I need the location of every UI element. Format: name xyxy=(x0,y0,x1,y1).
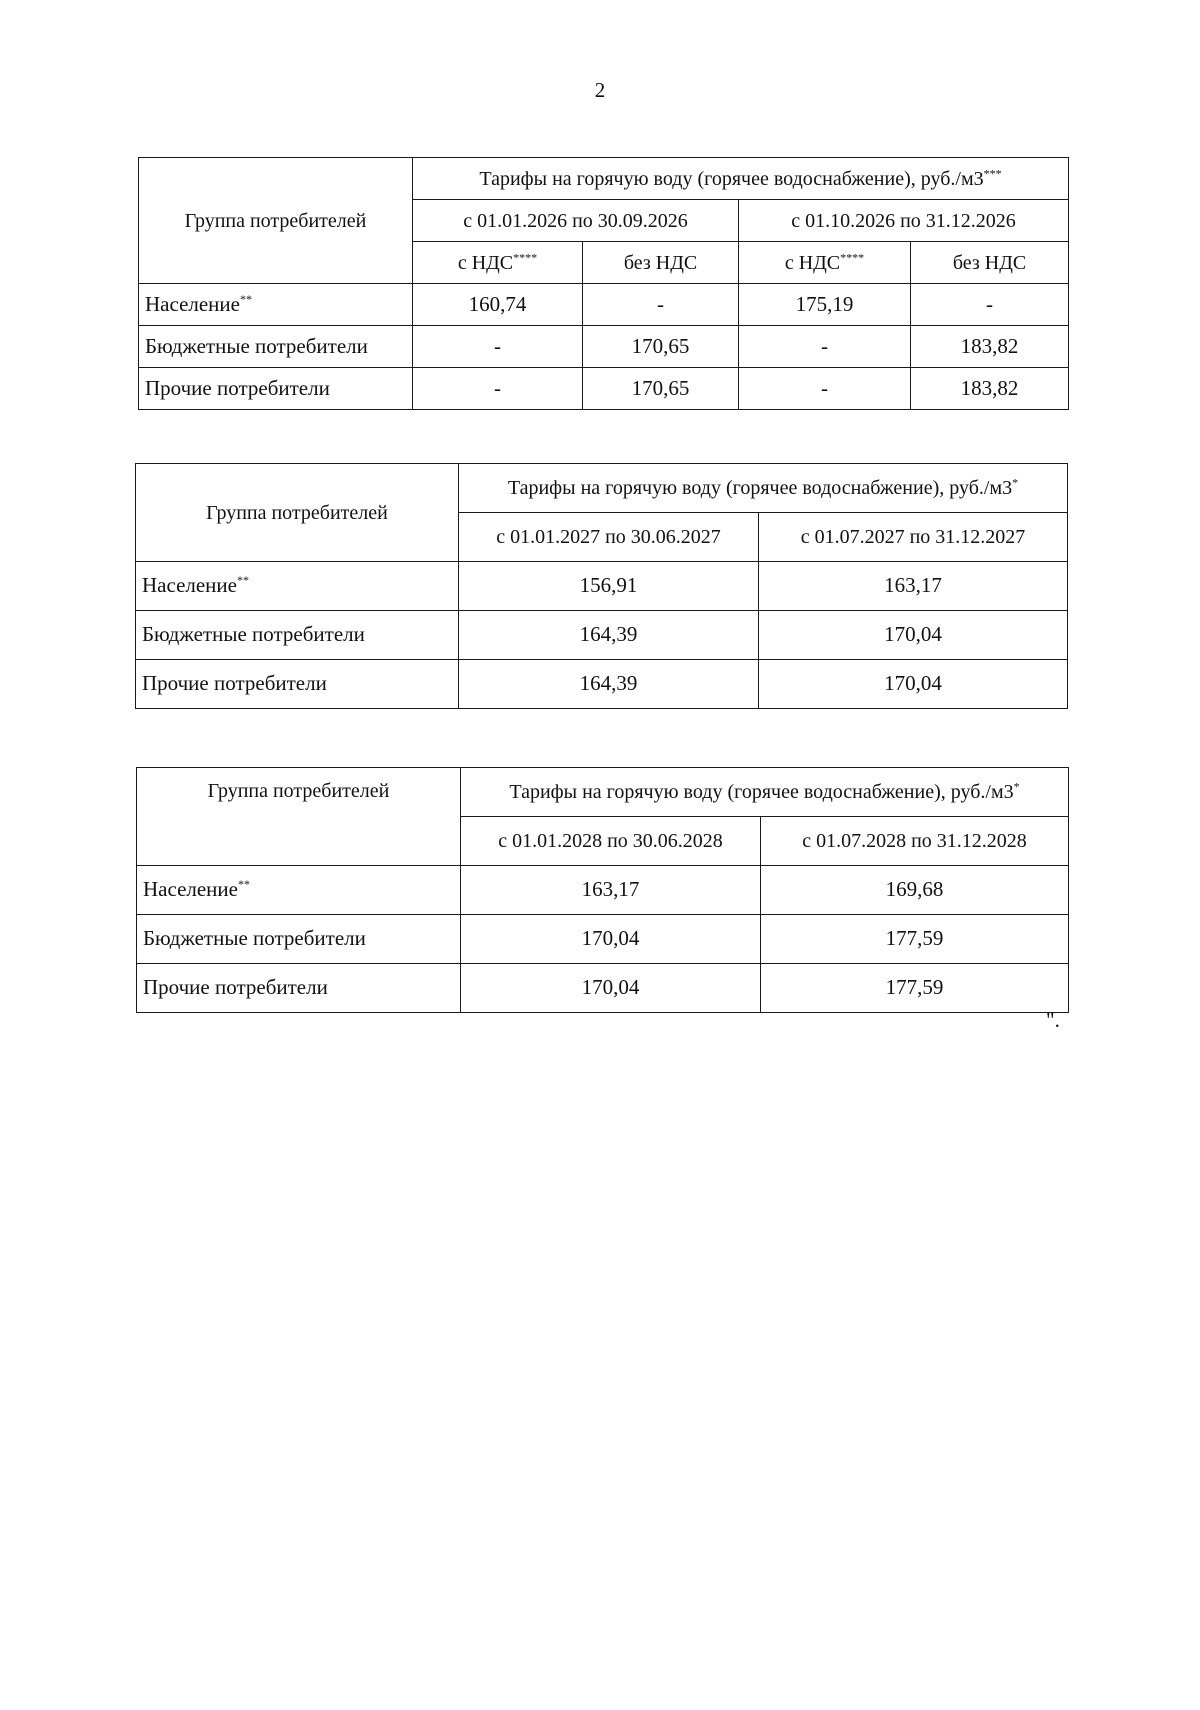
page-number: 2 xyxy=(594,78,606,102)
row-label: Прочие потребители xyxy=(137,964,461,1013)
tariff-table-2026 xyxy=(138,157,1069,410)
cell: 177,59 xyxy=(761,964,1069,1013)
cell: - xyxy=(739,368,911,410)
period-header: с 01.07.2027 по 31.12.2027 xyxy=(759,513,1068,562)
cell: 183,82 xyxy=(911,326,1069,368)
vat-incl-header: с НДС**** xyxy=(739,242,911,284)
period-header: с 01.07.2028 по 31.12.2028 xyxy=(761,817,1069,866)
cell: 170,04 xyxy=(461,964,761,1013)
table-row xyxy=(137,964,1069,1013)
row-label: Бюджетные потребители xyxy=(137,915,461,964)
table-row xyxy=(136,660,1068,709)
tariff-table-2028 xyxy=(136,767,1069,1013)
cell: 164,39 xyxy=(459,611,759,660)
row-label: Население** xyxy=(137,866,461,915)
cell: 156,91 xyxy=(459,562,759,611)
row-label: Население** xyxy=(139,284,413,326)
cell: 164,39 xyxy=(459,660,759,709)
group-header: Группа потребителей xyxy=(139,158,413,284)
table-row xyxy=(137,915,1069,964)
table-row xyxy=(136,611,1068,660)
period-header: с 01.10.2026 по 31.12.2026 xyxy=(739,200,1069,242)
cell: 170,04 xyxy=(759,660,1068,709)
cell: 183,82 xyxy=(911,368,1069,410)
group-header: Группа потребителей xyxy=(136,464,459,562)
cell: 163,17 xyxy=(461,866,761,915)
tariff-header: Тарифы на горячую воду (горячее водоснабжение), руб./м3* xyxy=(459,464,1068,513)
row-label: Население** xyxy=(136,562,459,611)
vat-excl-header: без НДС xyxy=(911,242,1069,284)
tariff-header: Тарифы на горячую воду (горячее водоснабжение), руб./м3*** xyxy=(413,158,1069,200)
cell: - xyxy=(739,326,911,368)
closing-quote-mark: ". xyxy=(1046,1008,1060,1032)
row-label: Бюджетные потребители xyxy=(139,326,413,368)
group-header: Группа потребителей xyxy=(137,768,461,866)
cell: 170,65 xyxy=(583,368,739,410)
period-header: с 01.01.2027 по 30.06.2027 xyxy=(459,513,759,562)
cell: - xyxy=(911,284,1069,326)
row-label: Бюджетные потребители xyxy=(136,611,459,660)
cell: 163,17 xyxy=(759,562,1068,611)
cell: 170,65 xyxy=(583,326,739,368)
cell: - xyxy=(413,368,583,410)
cell: 160,74 xyxy=(413,284,583,326)
period-header: с 01.01.2026 по 30.09.2026 xyxy=(413,200,739,242)
table-row xyxy=(137,866,1069,915)
table-row xyxy=(139,326,1069,368)
cell: 175,19 xyxy=(739,284,911,326)
vat-excl-header: без НДС xyxy=(583,242,739,284)
cell: 177,59 xyxy=(761,915,1069,964)
cell: 170,04 xyxy=(759,611,1068,660)
row-label: Прочие потребители xyxy=(136,660,459,709)
vat-incl-header: с НДС**** xyxy=(413,242,583,284)
cell: 169,68 xyxy=(761,866,1069,915)
table-row xyxy=(136,562,1068,611)
cell: - xyxy=(583,284,739,326)
tariff-header: Тарифы на горячую воду (горячее водоснабжение), руб./м3* xyxy=(461,768,1069,817)
cell: 170,04 xyxy=(461,915,761,964)
table-row xyxy=(139,368,1069,410)
tariff-table-2027 xyxy=(135,463,1068,709)
row-label: Прочие потребители xyxy=(139,368,413,410)
period-header: с 01.01.2028 по 30.06.2028 xyxy=(461,817,761,866)
table-row xyxy=(139,284,1069,326)
cell: - xyxy=(413,326,583,368)
